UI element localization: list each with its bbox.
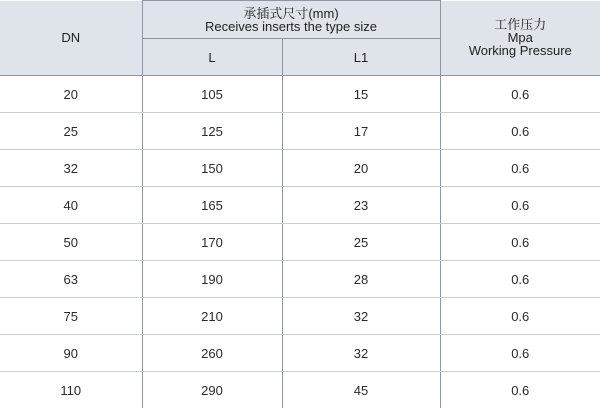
cell-working-pressure: 0.6	[440, 113, 600, 150]
cell-l1: 20	[282, 150, 440, 187]
cell-dn: 75	[0, 298, 142, 335]
cell-working-pressure: 0.6	[440, 187, 600, 224]
header-pressure-en: Working Pressure	[441, 44, 600, 57]
cell-working-pressure: 0.6	[440, 372, 600, 408]
cell-dn: 20	[0, 76, 142, 113]
table-row	[0, 187, 600, 224]
table-row	[0, 76, 600, 113]
cell-l1: 28	[282, 261, 440, 298]
header-pressure-cn: 工作压力	[441, 18, 600, 31]
cell-dn: 90	[0, 335, 142, 372]
table-body	[0, 76, 600, 408]
cell-l1: 32	[282, 335, 440, 372]
header-pressure-unit: Mpa	[441, 31, 600, 44]
cell-dn: 63	[0, 261, 142, 298]
cell-l: 105	[142, 76, 282, 113]
header-dn	[0, 1, 142, 76]
cell-l: 165	[142, 187, 282, 224]
cell-l1: 15	[282, 76, 440, 113]
cell-l1: 17	[282, 113, 440, 150]
header-l	[142, 39, 282, 76]
cell-working-pressure: 0.6	[440, 298, 600, 335]
cell-working-pressure: 0.6	[440, 261, 600, 298]
header-working-pressure	[440, 1, 600, 76]
table-row	[0, 113, 600, 150]
cell-working-pressure: 0.6	[440, 150, 600, 187]
cell-l: 260	[142, 335, 282, 372]
cell-l1: 23	[282, 187, 440, 224]
table-row	[0, 298, 600, 335]
cell-dn: 40	[0, 187, 142, 224]
cell-l1: 25	[282, 224, 440, 261]
cell-l: 170	[142, 224, 282, 261]
cell-l: 290	[142, 372, 282, 408]
table-header	[0, 1, 600, 76]
cell-working-pressure: 0.6	[440, 76, 600, 113]
cell-dn: 50	[0, 224, 142, 261]
cell-l1: 32	[282, 298, 440, 335]
header-size-group	[142, 1, 440, 39]
cell-l: 150	[142, 150, 282, 187]
header-l1-label: L1	[354, 50, 368, 65]
cell-working-pressure: 0.6	[440, 224, 600, 261]
table-row	[0, 261, 600, 298]
cell-dn: 32	[0, 150, 142, 187]
header-size-group-en: Receives inserts the type size	[143, 20, 440, 33]
cell-dn: 25	[0, 113, 142, 150]
header-l-label: L	[208, 50, 215, 65]
cell-l1: 45	[282, 372, 440, 408]
cell-l: 210	[142, 298, 282, 335]
table-row	[0, 335, 600, 372]
header-size-group-cn: 承插式尺寸(mm)	[143, 7, 440, 20]
header-dn-label: DN	[61, 30, 80, 45]
header-l1	[282, 39, 440, 76]
table-row	[0, 150, 600, 187]
table-row	[0, 224, 600, 261]
cell-dn: 110	[0, 372, 142, 408]
cell-l: 125	[142, 113, 282, 150]
cell-working-pressure: 0.6	[440, 335, 600, 372]
cell-l: 190	[142, 261, 282, 298]
table-row	[0, 372, 600, 408]
